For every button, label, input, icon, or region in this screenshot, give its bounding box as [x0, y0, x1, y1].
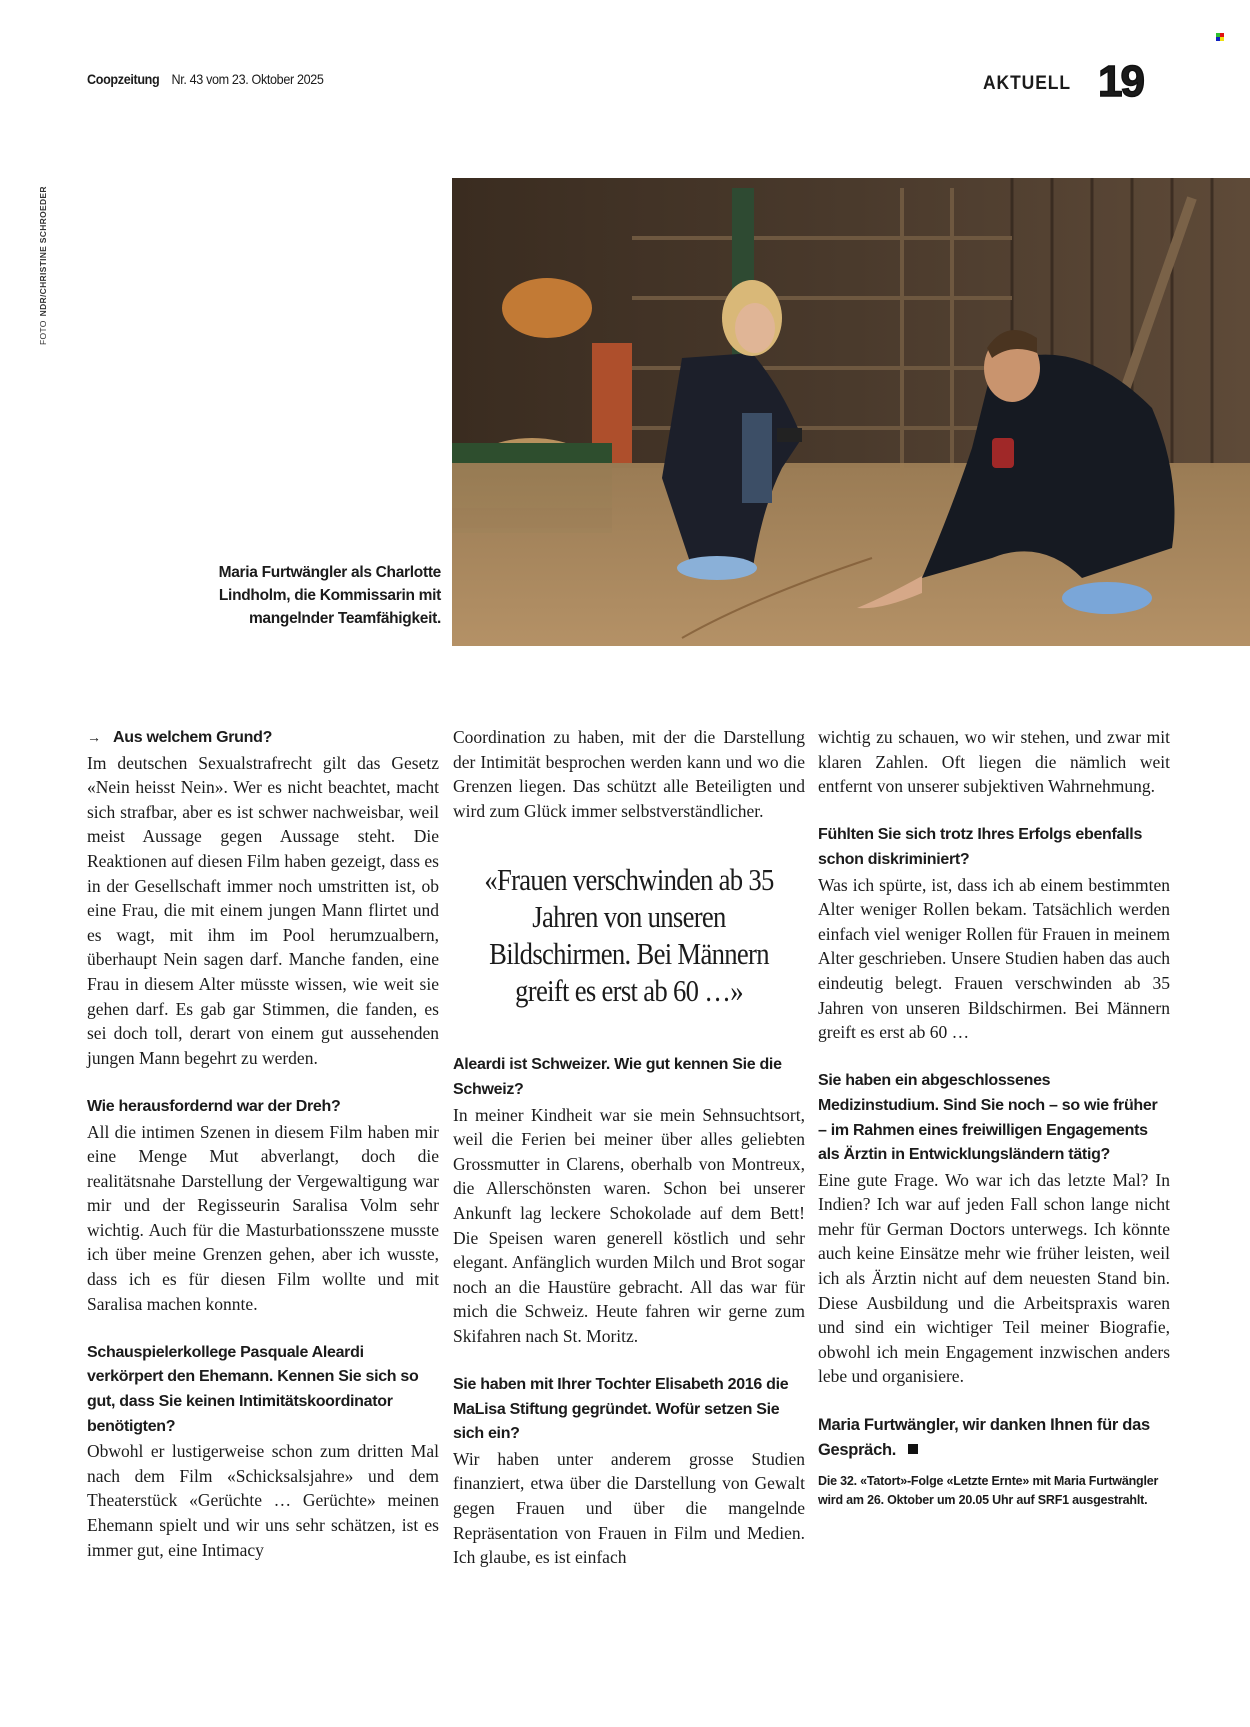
closing-line	[818, 1413, 1170, 1462]
interview-answer: In meiner Kindheit war sie mein Sehnsuchtsort, weil die Ferien bei meiner über alles geliebten Grossmutter in Clarens, oberhalb von Montreux, die Allerschönsten waren. Schon bei unserer Ankunft lag leckere Schokolade auf dem Bett! Die Speisen waren generell köstlich und sehr elegant. Anfänglich wurden Milch und Brot sogar noch an die Haustüre gebracht. All das war für mich die Schweiz. Heute fahren wir gerne zum Skifahren nach St. Moritz.	[453, 1104, 805, 1346]
publication-name: Coopzeitung	[87, 71, 160, 87]
print-color-mark	[1216, 33, 1224, 41]
broadcast-footnote: Die 32. «Tatort»-Folge «Letzte Ernte» mit Maria Furtwängler wird am 26. Oktober um 20.05 Uhr auf SRF1 ausgestrahlt.	[818, 1474, 1159, 1508]
interview-question: Sie haben ein abgeschlossenes Medizinstudium. Sind Sie noch – so wie früher – im Rahmen eines freiwilligen Engagements als Ärztin in Entwicklungsländern tätig?	[818, 1072, 1158, 1164]
article-photo	[452, 178, 1250, 646]
section-label: AKTUELL	[983, 73, 1072, 94]
end-of-article-icon	[908, 1444, 918, 1454]
arrow-right-icon: →	[87, 729, 101, 745]
photo-credit	[38, 186, 48, 345]
photo-credit-label: FOTO	[38, 320, 48, 345]
interview-answer: Wir haben unter anderem grosse Studien finanziert, etwa über die Darstellung von Gewalt gegen Frauen und über die mangelnde Repräsentation von Frauen in Film und Medien. Ich glaube, es ist einfach	[453, 1448, 805, 1568]
interview-question: Sie haben mit Ihrer Tochter Elisabeth 2016 die MaLisa Stiftung gegründet. Wofür setzen Sie sich ein?	[453, 1376, 789, 1443]
photo-illustration	[452, 178, 1250, 646]
interview-answer-continued: Coordination zu haben, mit der die Darstellung der Intimität besprochen werden kann und wo die Grenzen liegen. Das schützt alle Beteiligten und wird zum Glück immer selbstverständlicher.	[453, 727, 805, 821]
photo-caption: Maria Furtwängler als Charlotte Lindholm, die Kommissarin mit mangelnder Teamfähigkeit.	[218, 564, 441, 627]
page-header	[87, 71, 324, 87]
interview-answer: Eine gute Frage. Wo war ich das letzte Mal? In Indien? Ich war auf jeden Fall schon lange nicht mehr für German Doctors unterwegs. Ich könnte auch keine Einsätze mehr wie früher leisten, weil ich als Ärztin nicht auf dem neuesten Stand bin. Diese Ausbildung und die Arbeitspraxis waren und sind ein wichtiger Teil meiner Biografie, obwohl ich mein Engagement inzwischen anders lebe und organisiere.	[818, 1169, 1170, 1387]
page-number: 19	[1098, 57, 1143, 106]
interview-question: Wie herausfordernd war der Dreh?	[87, 1097, 341, 1115]
closing-text: Maria Furtwängler, wir danken Ihnen für das Gespräch.	[818, 1416, 1150, 1459]
interview-answer: Obwohl er lustigerweise schon zum dritten Mal nach dem Film «Schicksalsjahre» und dem Theaterstück «Gerüchte … Gerüchte» meinen Ehemann spielt und wir uns sehr schätzen, ist es immer gut, eine Intimacy	[87, 1441, 439, 1560]
pull-quote: «Frauen verschwinden ab 35 Jahren von unseren Bildschirmen. Bei Männern greift es erst ab 60 …»	[484, 862, 774, 1009]
issue-info: Nr. 43 vom 23. Oktober 2025	[171, 71, 324, 87]
interview-question: Schauspielerkollege Pasquale Aleardi verkörpert den Ehemann. Kennen Sie sich so gut, dass Sie keinen Intimitätskoordinator benötigten?	[87, 1343, 419, 1435]
photo-credit-name: NDR/CHRISTINE SCHROEDER	[38, 186, 48, 317]
article-column-3	[818, 725, 1170, 1510]
interview-answer: Im deutschen Sexualstrafrecht gilt das Gesetz «Nein heisst Nein». Wer es nicht beachtet, macht sich strafbar, aber es ist schwer nachweisbar, weil meist Aussage gegen Aussage steht. Die Reaktionen auf diesen Film haben gezeigt, dass es in der Gesellschaft immer noch umstritten ist, ob eine Frau, die mit einem jungen Mann flirtet und es wagt, mit ihm im Pool herumzualbern, überhaupt Nein sagen darf. Manche fanden, eine Frau in diesem Alter müsste wissen, wie weit sie gehen darf. Es gab gar Stimmen, die fanden, es sei doch toll, derart von einem gut aussehenden jungen Mann begehrt zu werden.	[87, 752, 439, 1068]
question-text: Aus welchem Grund?	[113, 729, 273, 746]
interview-answer: All die intimen Szenen in diesem Film haben mir eine Menge Mut abverlangt, doch die realitätsnahe Darstellung der Vergewaltigung war mir und der Regisseurin Saralisa Volm sehr wichtig. Auch für die Masturbationsszene musste ich über meine Grenzen gehen, aber ich wusste, dass ich es für diesen Film wollte und mit Saralisa machen konnte.	[87, 1121, 439, 1314]
article-column-2	[453, 725, 805, 1570]
interview-question: Aleardi ist Schweizer. Wie gut kennen Sie die Schweiz?	[453, 1056, 782, 1098]
interview-question: Fühlten Sie sich trotz Ihres Erfolgs ebenfalls schon diskriminiert?	[818, 826, 1143, 868]
article-column-1	[87, 725, 439, 1562]
interview-answer-continued: wichtig zu schauen, wo wir stehen, und zwar mit klaren Zahlen. Oft liegen die nämlich weit entfernt von unserer subjektiven Wahrnehmung.	[818, 727, 1170, 797]
interview-answer: Was ich spürte, ist, dass ich ab einem bestimmten Alter weniger Rollen bekam. Tatsächlich werden einfach viel weniger Rollen für Frauen in meinem Alter geschrieben. Unsere Studien haben das auch eindeutig belegt. Frauen verschwinden ab 35 Jahren von unseren Bildschirmen. Bei Männern greift es erst ab 60 …	[818, 874, 1170, 1043]
interview-question	[87, 725, 439, 751]
